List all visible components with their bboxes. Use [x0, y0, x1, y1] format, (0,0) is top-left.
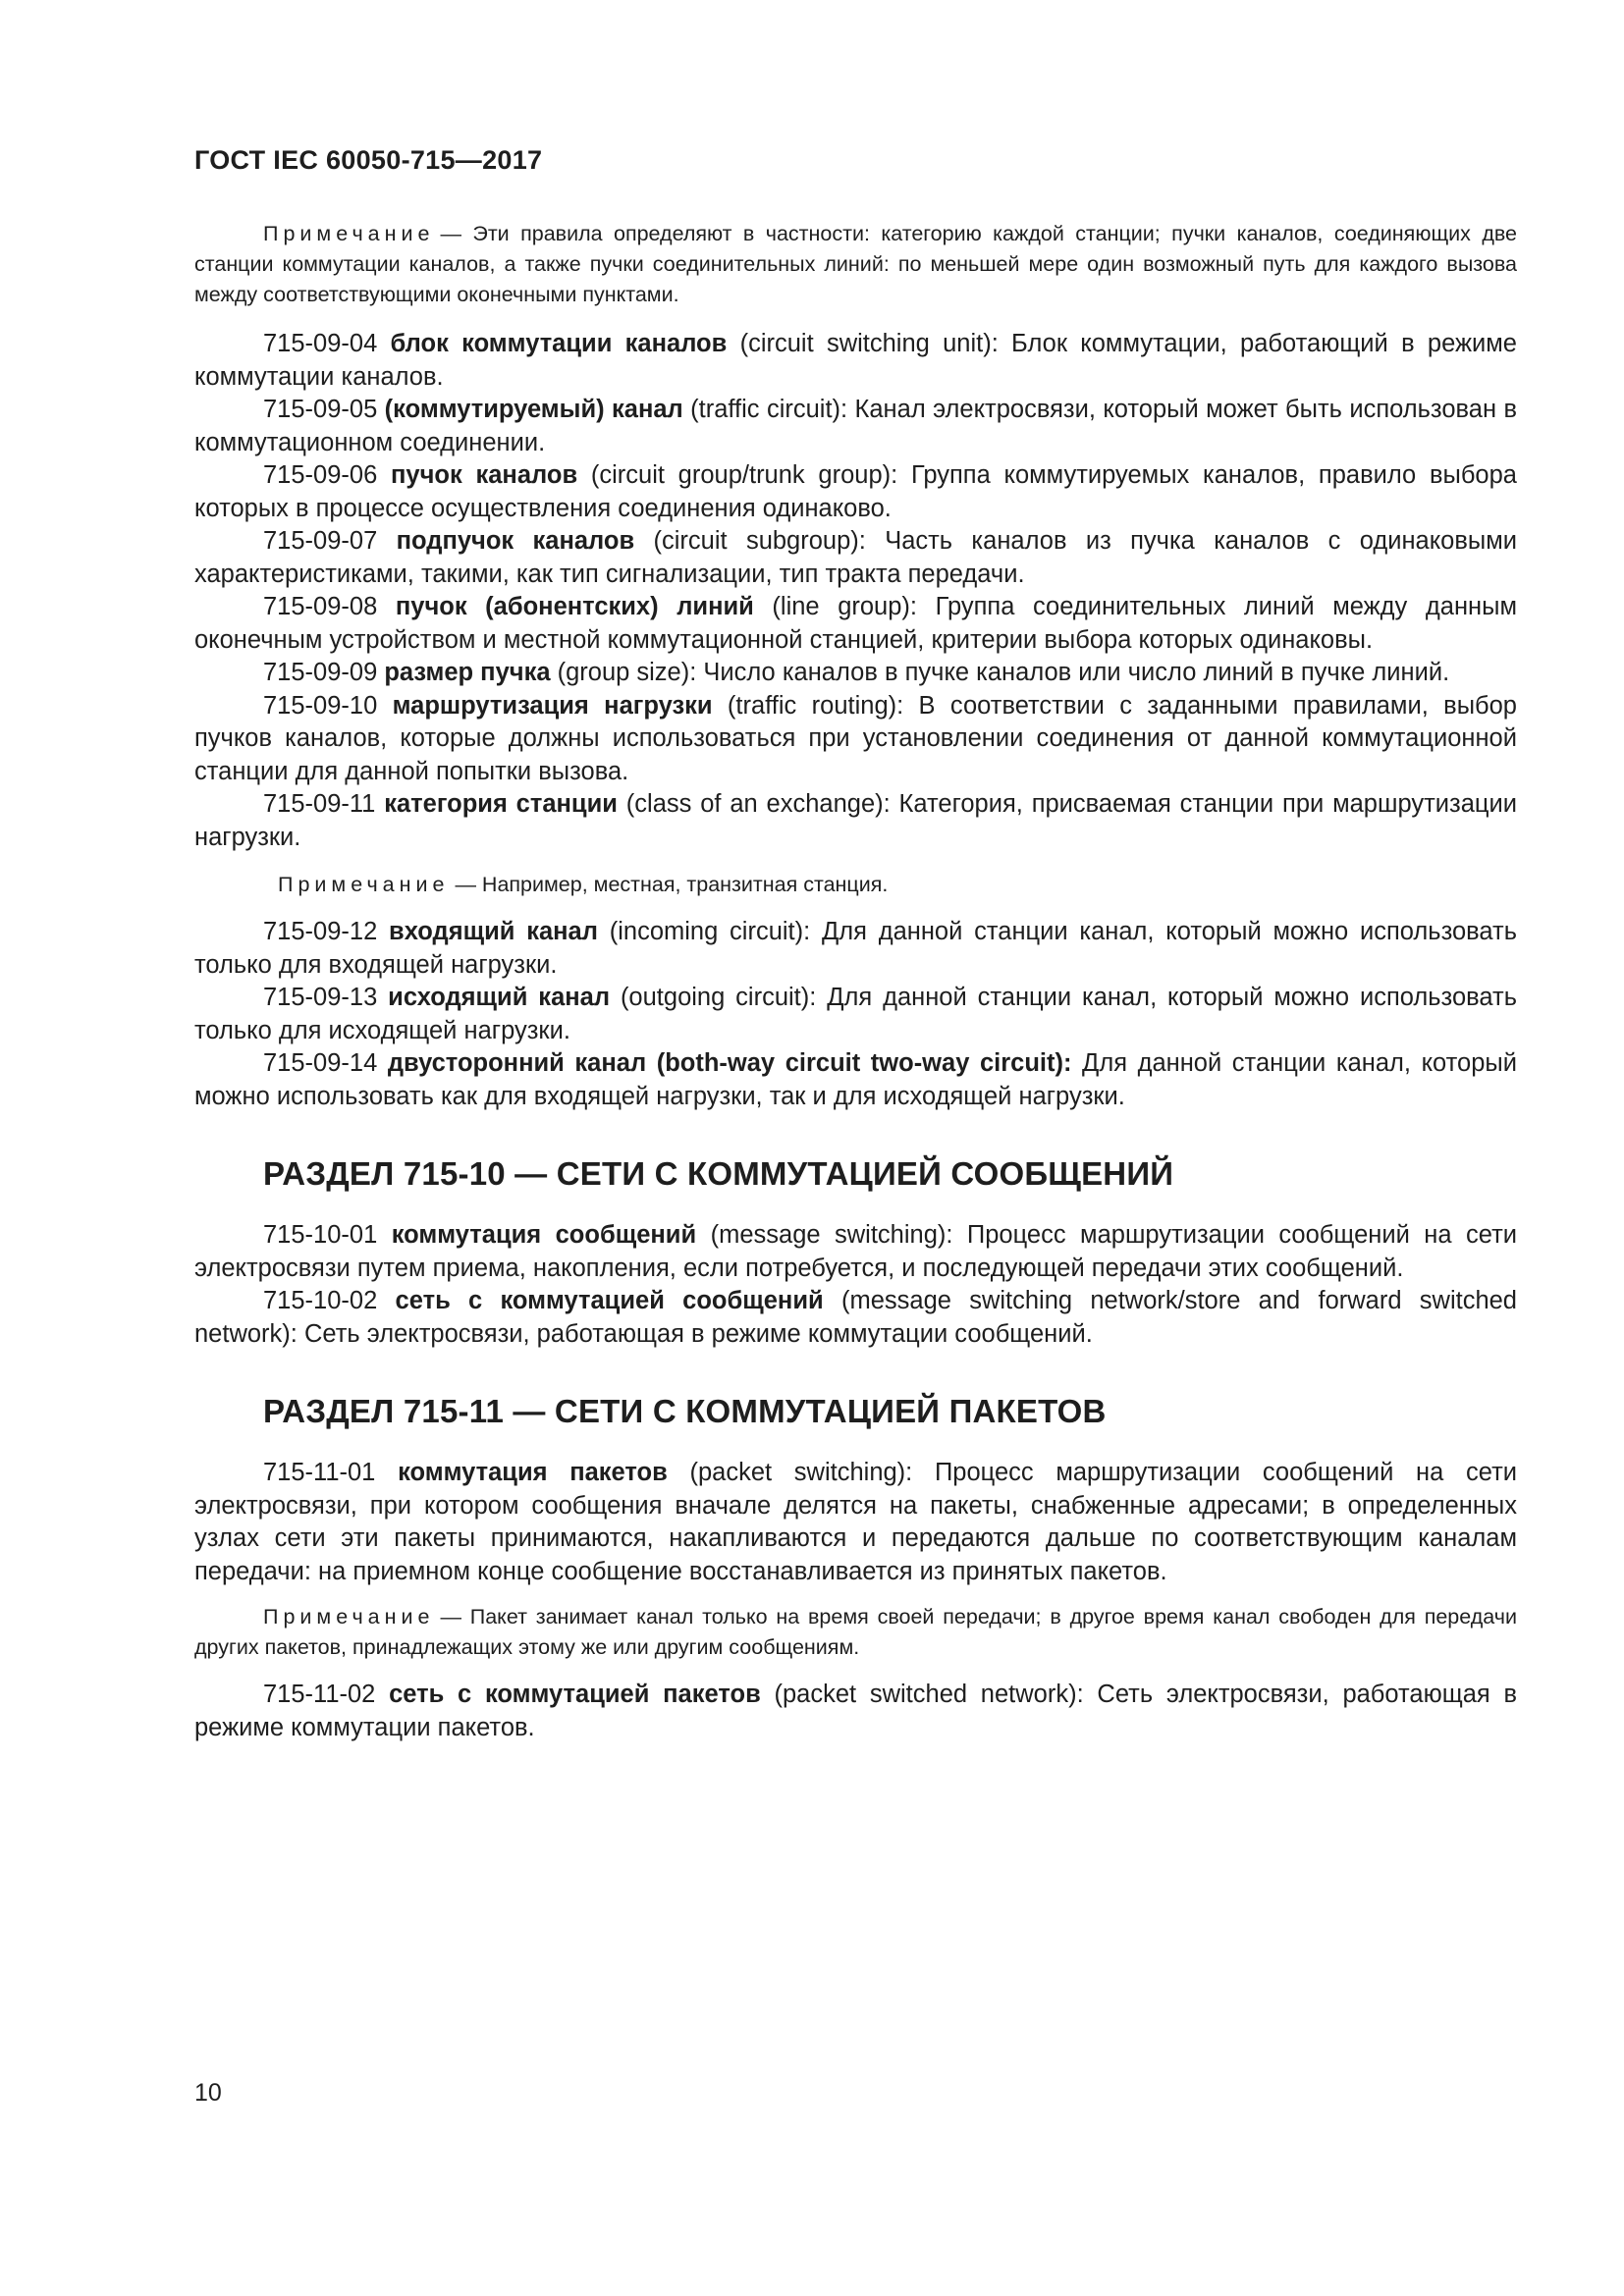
term-code: 715-09-12	[263, 918, 378, 945]
note-text: — Эти правила определяют в частности: категорию каждой станции; пучки каналов, соединяющих две станции коммутации каналов, а также пучки соединительных линий: по меньшей мере один возможный путь для каждого вызова между соответствующими оконечными пунктами.	[194, 222, 1517, 306]
term-definition: (line group): Группа соединительных линий между данным оконечным устройством и местной коммутационной станцией, критерии выбора которых одинаковы.	[194, 593, 1517, 654]
note-paragraph	[194, 870, 1517, 900]
term-name: двусторонний канал (both-way circuit two-way circuit):	[387, 1049, 1072, 1077]
page-content	[194, 219, 1517, 1744]
term-code: 715-10-01	[263, 1221, 378, 1249]
term-code: 715-11-02	[263, 1681, 376, 1708]
term-name: размер пучка	[384, 659, 551, 686]
term-code: 715-09-05	[263, 396, 378, 423]
term-715-09-05	[194, 394, 1517, 459]
term-code: 715-09-14	[263, 1049, 378, 1077]
term-definition: (traffic circuit): Канал электросвязи, который может быть использован в коммутационном соединении.	[194, 396, 1517, 456]
term-715-11-01	[194, 1457, 1517, 1588]
term-715-10-01	[194, 1219, 1517, 1285]
term-name: исходящий канал	[388, 984, 611, 1011]
term-definition: (message switching): Процесс маршрутизации сообщений на сети электросвязи путем приема, накопления, если потребуется, и последующей передачи этих сообщений.	[194, 1221, 1517, 1282]
term-715-09-14	[194, 1047, 1517, 1113]
term-715-09-11	[194, 788, 1517, 854]
term-name: входящий канал	[389, 918, 598, 945]
note-label: Примечание	[278, 873, 450, 896]
page-number: 10	[194, 2079, 222, 2107]
term-definition: (outgoing circuit): Для данной станции канал, который можно использовать только для исходящей нагрузки.	[194, 984, 1517, 1044]
section-title-715-11: РАЗДЕЛ 715-11 — СЕТИ С КОММУТАЦИЕЙ ПАКЕТОВ	[263, 1393, 1107, 1429]
term-715-10-02	[194, 1285, 1517, 1351]
term-name: пучок (абонентских) линий	[395, 593, 754, 620]
note-paragraph	[194, 219, 1517, 310]
term-definition: (circuit switching unit): Блок коммутации, работающий в режиме коммутации каналов.	[194, 330, 1517, 391]
term-name: (коммутируемый) канал	[384, 396, 683, 423]
term-715-09-07	[194, 525, 1517, 591]
note-label: Примечание	[263, 1605, 435, 1629]
term-code: 715-09-04	[263, 330, 378, 357]
note-text: — Например, местная, транзитная станция.	[455, 873, 889, 896]
note-paragraph	[194, 1602, 1517, 1663]
term-definition: (class of an exchange): Категория, присваемая станции при маршрутизации нагрузки.	[194, 790, 1517, 851]
term-name: пучок каналов	[391, 461, 578, 489]
term-code: 715-10-02	[263, 1287, 378, 1314]
term-definition: (circuit group/trunk group): Группа коммутируемых каналов, правило выбора которых в процессе осуществления соединения одинаково.	[194, 461, 1517, 522]
term-definition: Для данной станции канал, который можно использовать как для входящей нагрузки, так и для исходящей нагрузки.	[194, 1049, 1517, 1110]
term-code: 715-09-10	[263, 691, 378, 720]
document-code-header: ГОСТ IEC 60050-715—2017	[194, 145, 543, 175]
term-715-09-12	[194, 916, 1517, 982]
term-715-09-09	[194, 657, 1517, 690]
note-text: — Пакет занимает канал только на время своей передачи; в другое время канал свободен для передачи других пакетов, принадлежащих этому же или другим сообщениям.	[194, 1605, 1517, 1659]
term-name: категория станции	[384, 790, 618, 818]
term-code: 715-11-01	[263, 1459, 376, 1486]
term-code: 715-09-11	[263, 790, 376, 818]
section-title-715-10: РАЗДЕЛ 715-10 — СЕТИ С КОММУТАЦИЕЙ СООБЩЕНИЙ	[263, 1155, 1174, 1192]
term-name: подпучок каналов	[396, 527, 635, 555]
term-name: блок коммутации каналов	[390, 330, 728, 357]
term-code: 715-09-13	[263, 984, 378, 1011]
term-definition: (circuit subgroup): Часть каналов из пучка каналов с одинаковыми характеристиками, такими, как тип сигнализации, тип тракта передачи.	[194, 527, 1517, 588]
term-name: сеть с коммутацией сообщений	[395, 1287, 824, 1314]
note-label: Примечание	[263, 222, 435, 245]
term-name: коммутация сообщений	[391, 1221, 697, 1249]
term-715-11-02	[194, 1679, 1517, 1744]
term-definition: (packet switched network): Сеть электросвязи, работающая в режиме коммутации пакетов.	[194, 1681, 1517, 1741]
term-name: сеть с коммутацией пакетов	[389, 1681, 761, 1708]
term-name: коммутация пакетов	[398, 1459, 668, 1486]
term-definition: (incoming circuit): Для данной станции канал, который можно использовать только для входящей нагрузки.	[194, 918, 1517, 979]
term-definition: (packet switching): Процесс маршрутизации сообщений на сети электросвязи, при котором сообщения вначале делятся на пакеты, снабженные адресами; в определенных узлах сети эти пакеты принимаются, накапливаются и передаются дальше по соответствующим каналам передачи: на приемном конце сообщение восстанавливается из принятых пакетов.	[194, 1459, 1517, 1585]
term-code: 715-09-07	[263, 527, 378, 555]
term-715-09-06	[194, 459, 1517, 525]
term-code: 715-09-06	[263, 461, 378, 489]
term-715-09-04	[194, 328, 1517, 394]
term-definition: (group size): Число каналов в пучке каналов или число линий в пучке линий.	[550, 659, 1450, 686]
term-code: 715-09-09	[263, 659, 378, 686]
term-715-09-13	[194, 982, 1517, 1047]
term-code: 715-09-08	[263, 593, 378, 620]
term-715-09-08	[194, 591, 1517, 657]
term-definition: (traffic routing): В соответствии с заданными правилами, выбор пучков каналов, которые должны использоваться при установлении соединения от данной коммутационной станции для данной попытки вызова.	[194, 691, 1517, 785]
term-definition: (message switching network/store and forward switched network): Сеть электросвязи, работающая в режиме коммутации сообщений.	[194, 1287, 1517, 1348]
term-name: маршрутизация нагрузки	[392, 691, 713, 720]
term-715-09-10	[194, 690, 1517, 789]
